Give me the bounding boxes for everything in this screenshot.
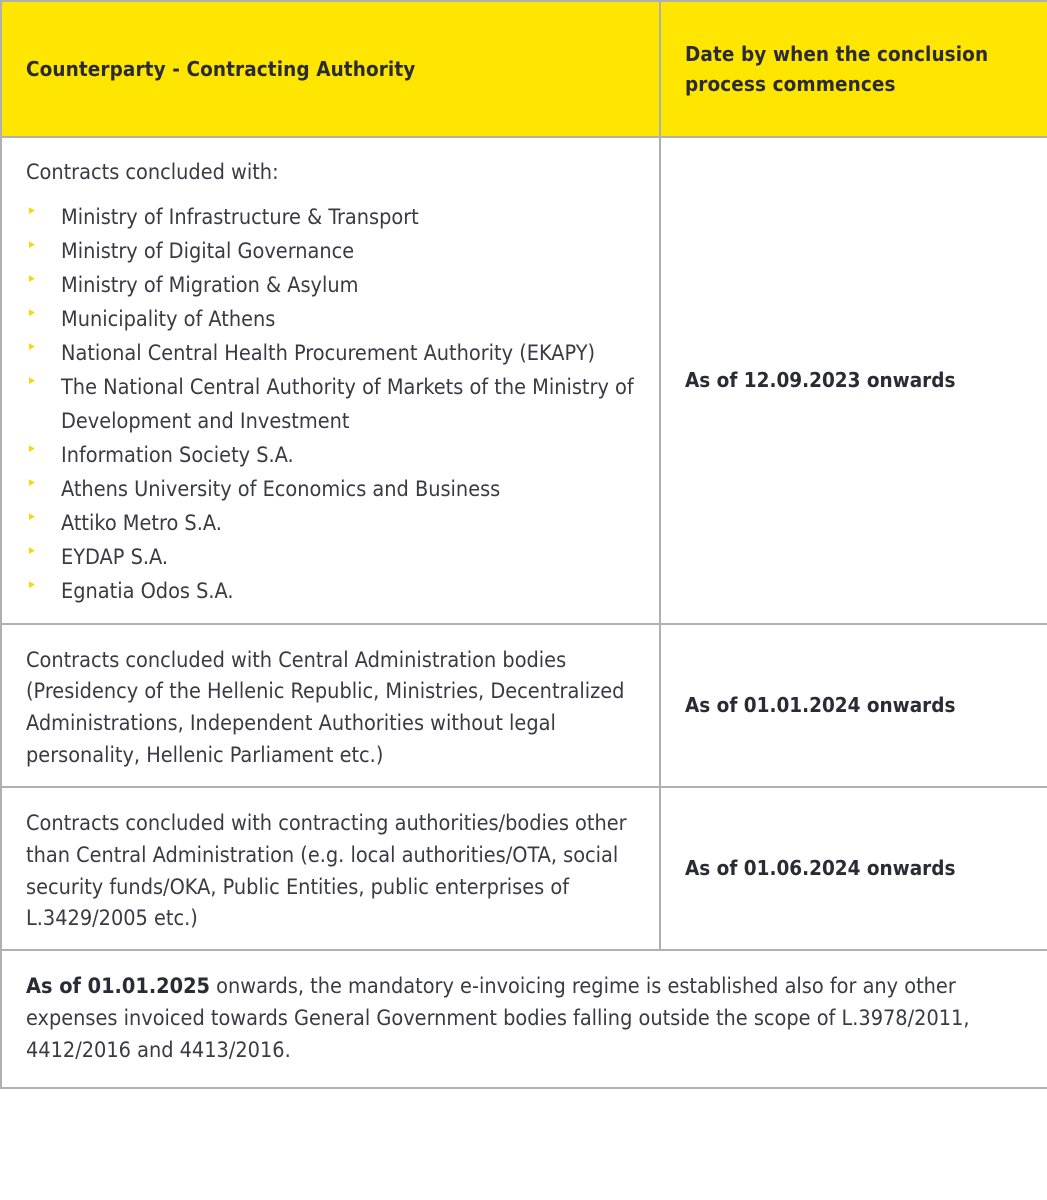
table-row <box>1 137 1047 624</box>
cell-counterparty-row-1 <box>1 137 660 624</box>
footer-note-emphasis: As of 01.01.2025 <box>26 974 211 1000</box>
column-header-date-label: Date by when the conclusion process commences <box>685 41 989 96</box>
authority-list <box>26 201 637 609</box>
cell-date-row-1 <box>660 137 1047 624</box>
table-row <box>1 624 1047 787</box>
list-item <box>26 337 637 371</box>
commencement-date-row-3: As of 01.06.2024 onwards <box>685 856 956 881</box>
list-item <box>26 235 637 269</box>
list-item <box>26 541 637 575</box>
list-item <box>26 371 637 439</box>
list-item-label: Ministry of Infrastructure & Transport <box>61 205 419 231</box>
triangle-bullet-icon: ▸ <box>29 236 35 252</box>
row-1-lead-text: Contracts concluded with: <box>26 160 279 185</box>
footer-note-body: onwards, the mandatory e-invoicing regime is established also for any other expenses invoiced towards General Government bodies falling outside the scope of L.3978/2011, 4412/2016 and 4413/2016. <box>26 974 970 1063</box>
list-item-label: Egnatia Odos S.A. <box>61 578 234 604</box>
triangle-bullet-icon: ▸ <box>29 372 35 388</box>
list-item-label: Attiko Metro S.A. <box>61 510 222 536</box>
list-item <box>26 439 637 473</box>
list-item-label: Ministry of Migration & Asylum <box>61 272 359 298</box>
table-header-row <box>1 1 1047 137</box>
list-item <box>26 473 637 507</box>
list-item <box>26 201 637 235</box>
commencement-date-row-1: As of 12.09.2023 onwards <box>685 368 956 393</box>
column-header-date <box>660 1 1047 137</box>
table-header <box>1 1 1047 137</box>
list-item-label: Municipality of Athens <box>61 306 276 332</box>
list-item <box>26 575 637 609</box>
triangle-bullet-icon: ▸ <box>29 474 35 490</box>
row-2-description: Contracts concluded with Central Administration bodies (Presidency of the Hellenic Republic, Ministries, Decentralized Administrations, Independent Authorities without legal personality, Hellenic Parliament etc.) <box>26 647 625 769</box>
list-item <box>26 269 637 303</box>
cell-date-row-2 <box>660 624 1047 787</box>
column-header-counterparty-label: Counterparty - Contracting Authority <box>26 56 416 81</box>
list-item-label: Ministry of Digital Governance <box>61 238 355 264</box>
list-item-label: Information Society S.A. <box>61 442 294 468</box>
cell-footer-note <box>1 950 1047 1087</box>
column-header-counterparty <box>1 1 660 137</box>
list-item <box>26 303 637 337</box>
footer-note <box>26 971 1021 1066</box>
triangle-bullet-icon: ▸ <box>29 542 35 558</box>
triangle-bullet-icon: ▸ <box>29 304 35 320</box>
triangle-bullet-icon: ▸ <box>29 338 35 354</box>
triangle-bullet-icon: ▸ <box>29 440 35 456</box>
list-item-label: National Central Health Procurement Authority (EKAPY) <box>61 340 596 366</box>
table-body <box>1 137 1047 1088</box>
list-item <box>26 507 637 541</box>
triangle-bullet-icon: ▸ <box>29 203 35 219</box>
list-item-label: Athens University of Economics and Business <box>61 476 501 502</box>
triangle-bullet-icon: ▸ <box>29 508 35 524</box>
table-footer-row <box>1 950 1047 1087</box>
cell-counterparty-row-2 <box>1 624 660 787</box>
triangle-bullet-icon: ▸ <box>29 576 35 592</box>
commencement-date-row-2: As of 01.01.2024 onwards <box>685 693 956 718</box>
cell-date-row-3 <box>660 787 1047 950</box>
row-3-description: Contracts concluded with contracting authorities/bodies other than Central Administration (e.g. local authorities/OTA, social security funds/OKA, Public Entities, public enterprises of L.3429/2005 etc.) <box>26 810 627 932</box>
list-item-label: The National Central Authority of Markets of the Ministry of Development and Investment <box>61 374 634 434</box>
list-item-label: EYDAP S.A. <box>61 544 168 570</box>
triangle-bullet-icon: ▸ <box>29 270 35 286</box>
cell-counterparty-row-3 <box>1 787 660 950</box>
table-row <box>1 787 1047 950</box>
